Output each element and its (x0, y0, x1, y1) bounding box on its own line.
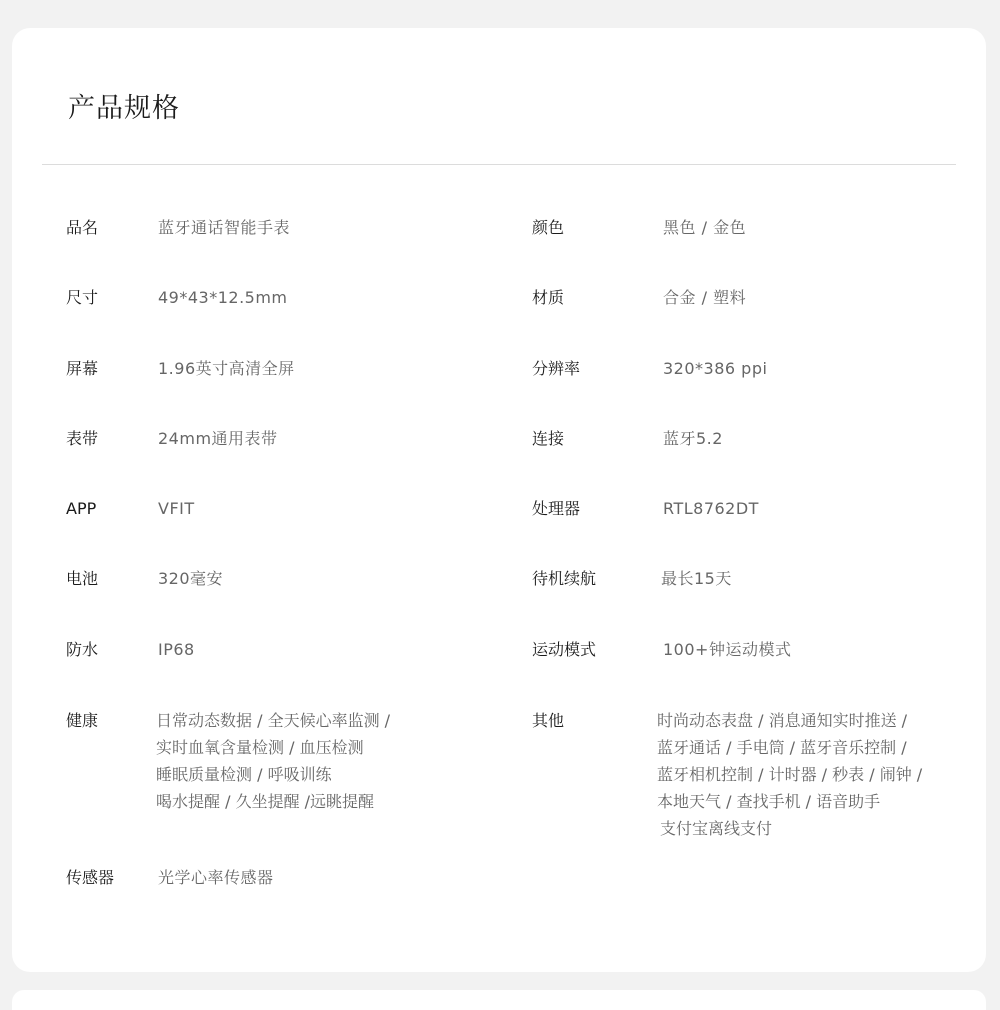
spec-value-sport: 100+钟运动模式 (663, 640, 792, 659)
spec-label-other: 其他 (532, 711, 565, 730)
health-line: 喝水提醒 / 久坐提醒 /远眺提醒 (156, 792, 375, 811)
spec-label-app: APP (66, 499, 97, 518)
spec-label-processor: 处理器 (532, 499, 581, 518)
spec-value-size: 49*43*12.5mm (158, 288, 288, 307)
spec-label-connect: 连接 (532, 429, 565, 448)
spec-label-size: 尺寸 (66, 288, 99, 307)
spec-value-color: 黑色 / 金色 (663, 218, 747, 237)
spec-value-material: 合金 / 塑料 (663, 288, 747, 307)
spec-value-battery: 320毫安 (158, 569, 224, 588)
spec-label-health: 健康 (66, 711, 99, 730)
spec-value-strap: 24mm通用表带 (158, 429, 278, 448)
other-line: 支付宝离线支付 (660, 819, 773, 838)
spec-value-health (156, 707, 390, 815)
spec-value-waterproof: IP68 (158, 640, 195, 659)
other-line: 蓝牙相机控制 / 计时器 / 秒表 / 闹钟 / (657, 765, 923, 784)
next-card-edge (12, 990, 986, 1010)
spec-value-standby: 最长15天 (661, 569, 732, 588)
other-line: 本地天气 / 查找手机 / 语音助手 (657, 792, 881, 811)
other-line: 时尚动态表盘 / 消息通知实时推送 / (657, 711, 908, 730)
other-line: 蓝牙通话 / 手电筒 / 蓝牙音乐控制 / (657, 738, 907, 757)
spec-value-name: 蓝牙通话智能手表 (158, 218, 291, 237)
title-divider (42, 164, 956, 165)
spec-value-processor: RTL8762DT (663, 499, 759, 518)
spec-label-color: 颜色 (532, 218, 565, 237)
spec-value-connect: 蓝牙5.2 (663, 429, 723, 448)
spec-label-material: 材质 (532, 288, 565, 307)
spec-label-waterproof: 防水 (66, 640, 99, 659)
health-line: 实时血氧含量检测 / 血压检测 (156, 738, 364, 757)
health-line: 日常动态数据 / 全天候心率监测 / (156, 711, 391, 730)
spec-label-name: 品名 (66, 218, 99, 237)
spec-label-screen: 屏幕 (66, 359, 99, 378)
spec-label-strap: 表带 (66, 429, 99, 448)
spec-label-resolution: 分辨率 (532, 359, 581, 378)
spec-label-standby: 待机续航 (532, 569, 597, 588)
spec-label-sensor: 传感器 (66, 868, 115, 887)
spec-value-screen: 1.96英寸高清全屏 (158, 359, 295, 378)
spec-value-resolution: 320*386 ppi (663, 359, 768, 378)
page-title: 产品规格 (68, 93, 180, 124)
spec-label-sport: 运动模式 (532, 640, 597, 659)
spec-label-battery: 电池 (66, 569, 99, 588)
spec-value-sensor: 光学心率传感器 (158, 868, 274, 887)
health-line: 睡眠质量检测 / 呼吸训练 (156, 765, 332, 784)
spec-value-other (657, 707, 922, 842)
spec-value-app: VFIT (158, 499, 195, 518)
